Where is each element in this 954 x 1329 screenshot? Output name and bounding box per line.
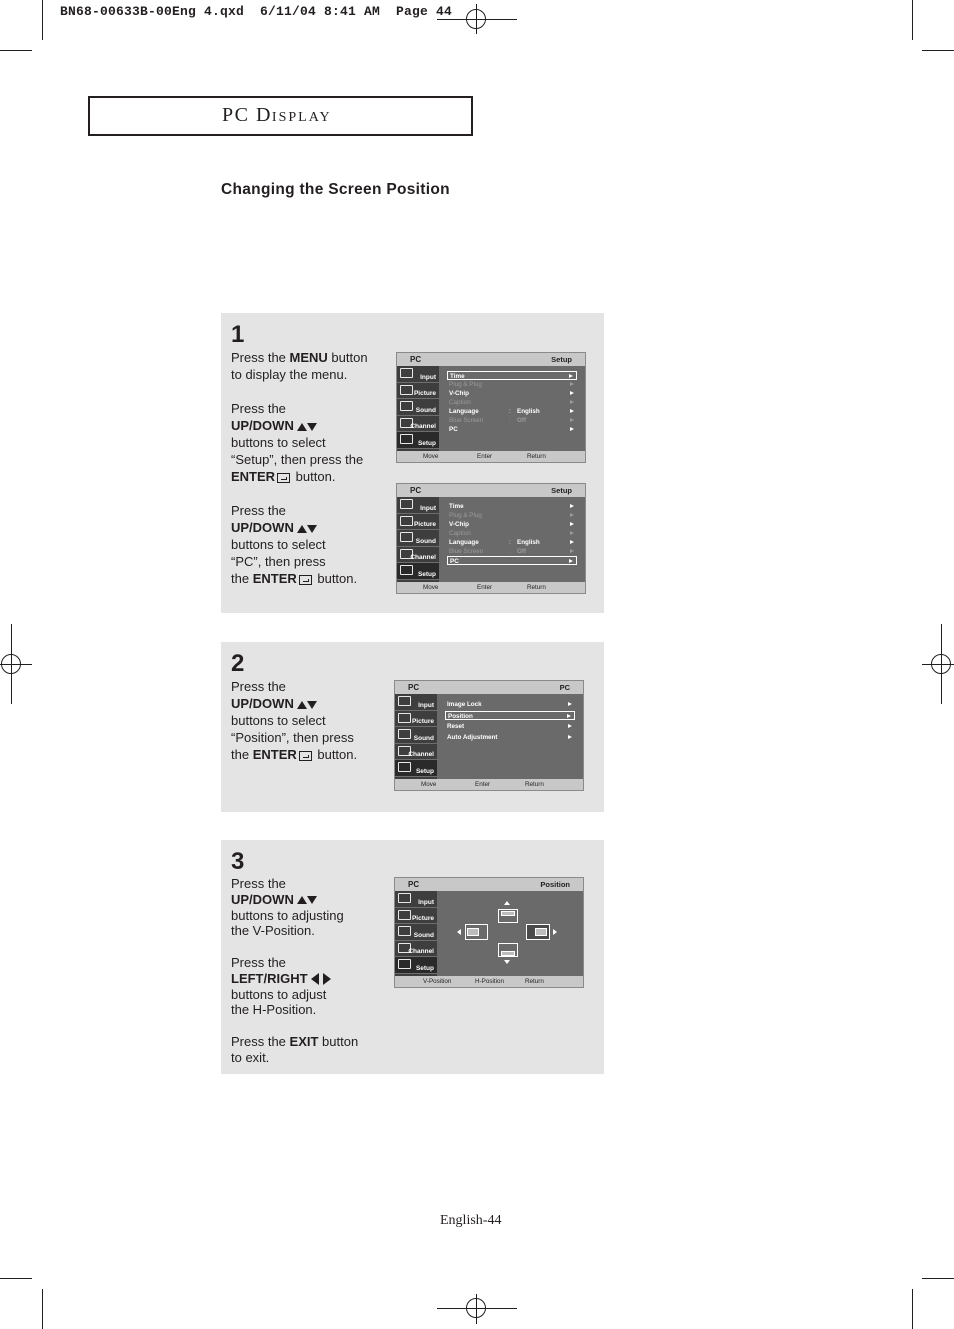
osd-pc-menu: PC PC Input Picture Sound Channel Setup Image Lock Position Reset Auto Adjustment Move Enter Return xyxy=(394,680,584,791)
up-arrow-icon xyxy=(297,525,307,533)
menu-item-v-chip: V-Chip xyxy=(447,520,577,529)
crop-mark xyxy=(0,50,32,51)
crop-mark xyxy=(42,0,43,40)
picture-icon xyxy=(400,385,413,395)
osd-position-menu: PC Position Input Picture Sound Channel Setup V-Position H-Position Return xyxy=(394,877,584,988)
speaker-icon xyxy=(398,926,411,936)
page-heading: Changing the Screen Position xyxy=(221,181,450,198)
up-arrow-icon xyxy=(297,701,307,709)
menu-item-language: Language : English xyxy=(447,538,577,547)
crop-mark xyxy=(912,1289,913,1329)
crop-mark xyxy=(42,1289,43,1329)
input-icon xyxy=(398,893,411,903)
left-arrow-icon xyxy=(457,929,461,935)
osd-setup-menu-pc: PC Setup Input Picture Sound Channel Setup Time Plug & Plug V-Chip Caption Language : English Blue Screen : Off PC Move Enter Return xyxy=(396,483,586,594)
speaker-icon xyxy=(400,532,413,542)
speaker-icon xyxy=(398,729,411,739)
osd-setup-menu: PC Setup Input Picture Sound Channel Setup Time Plug & Plug V-Chip Caption Language : English Blue Screen : Off PC Move Enter Return xyxy=(396,352,586,463)
footer-return: Return xyxy=(527,584,546,591)
input-icon xyxy=(400,499,413,509)
right-arrow-icon xyxy=(553,929,557,935)
up-arrow-icon xyxy=(297,896,307,904)
menu-item-image-lock: Image Lock xyxy=(445,700,575,709)
menu-item-pc: PC xyxy=(447,425,577,434)
menu-item-time: Time xyxy=(447,371,577,380)
footer-move: Move xyxy=(421,781,437,788)
step-panel-2 xyxy=(221,642,604,812)
setup-icon xyxy=(398,762,411,772)
down-arrow-icon xyxy=(307,423,317,431)
up-arrow-icon xyxy=(504,901,510,905)
menu-item-plug-plug: Plug & Plug xyxy=(447,380,577,389)
menu-item-v-chip: V-Chip xyxy=(447,389,577,398)
up-arrow-icon xyxy=(297,423,307,431)
footer-enter: Enter xyxy=(475,781,491,788)
crop-mark xyxy=(922,1278,954,1279)
registration-mark xyxy=(1,654,21,674)
enter-icon xyxy=(299,751,312,761)
footer-move: Move xyxy=(423,584,439,591)
down-arrow-icon xyxy=(307,701,317,709)
section-title: PC DISPLAY xyxy=(222,104,332,126)
menu-item-caption: Caption xyxy=(447,529,577,538)
enter-icon xyxy=(299,575,312,585)
registration-mark xyxy=(466,9,486,29)
menu-item-auto-adjustment: Auto Adjustment xyxy=(445,733,575,742)
footer-h-position: H-Position xyxy=(475,978,505,985)
setup-icon xyxy=(400,434,413,444)
picture-icon xyxy=(398,910,411,920)
menu-item-time: Time xyxy=(447,502,577,511)
page-number: English-44 xyxy=(440,1213,502,1228)
step-number: 3 xyxy=(231,848,245,875)
registration-mark xyxy=(931,654,951,674)
crop-mark xyxy=(912,0,913,40)
step-instructions: Press the UP/DOWN buttons to select “Position”, then press the ENTER button. xyxy=(231,679,358,762)
menu-item-pc: PC xyxy=(447,556,577,565)
footer-enter: Enter xyxy=(477,453,493,460)
position-right-preview xyxy=(526,924,550,940)
menu-item-plug-plug: Plug & Plug xyxy=(447,511,577,520)
down-arrow-icon xyxy=(307,896,317,904)
footer-move: Move xyxy=(423,453,439,460)
position-up-preview xyxy=(498,909,518,923)
menu-item-language: Language : English xyxy=(447,407,577,416)
picture-icon xyxy=(400,516,413,526)
footer-return: Return xyxy=(527,453,546,460)
print-slug: BN68-00633B-00Eng 4.qxd 6/11/04 8:41 AM Page 44 xyxy=(60,4,453,19)
down-arrow-icon xyxy=(307,525,317,533)
crop-mark xyxy=(0,1278,32,1279)
enter-icon xyxy=(277,473,290,483)
menu-item-position: Position xyxy=(445,711,575,720)
step-instructions: Press the UP/DOWN buttons to adjusting the V-Position. Press the LEFT/RIGHT buttons to adjust the H-Position. Press the EXIT button to exit. xyxy=(231,876,359,1065)
speaker-icon xyxy=(400,401,413,411)
footer-return: Return xyxy=(525,781,544,788)
input-icon xyxy=(398,696,411,706)
menu-item-blue-screen: Blue Screen : Off xyxy=(447,416,577,425)
step-panel-1 xyxy=(221,313,604,613)
crop-mark xyxy=(922,50,954,51)
step-number: 1 xyxy=(231,321,245,348)
registration-mark xyxy=(466,1298,486,1318)
down-arrow-icon xyxy=(504,960,510,964)
step-panel-3 xyxy=(221,840,604,1074)
menu-item-reset: Reset xyxy=(445,722,575,731)
menu-item-caption: Caption xyxy=(447,398,577,407)
setup-icon xyxy=(400,565,413,575)
left-arrow-icon xyxy=(311,973,319,985)
step-number: 2 xyxy=(231,650,245,677)
step-instructions: Press the MENU button to display the menu. Press the UP/DOWN buttons to select “Setup”, then press the ENTER button. Press the UP/DOWN buttons to select “PC”, then press the ENTER button. xyxy=(231,350,368,586)
footer-v-position: V-Position xyxy=(423,978,452,985)
picture-icon xyxy=(398,713,411,723)
footer-enter: Enter xyxy=(477,584,493,591)
position-down-preview xyxy=(498,943,518,957)
setup-icon xyxy=(398,959,411,969)
position-left-preview xyxy=(465,924,488,940)
right-arrow-icon xyxy=(323,973,331,985)
menu-item-blue-screen: Blue Screen : Off xyxy=(447,547,577,556)
input-icon xyxy=(400,368,413,378)
footer-return: Return xyxy=(525,978,544,985)
